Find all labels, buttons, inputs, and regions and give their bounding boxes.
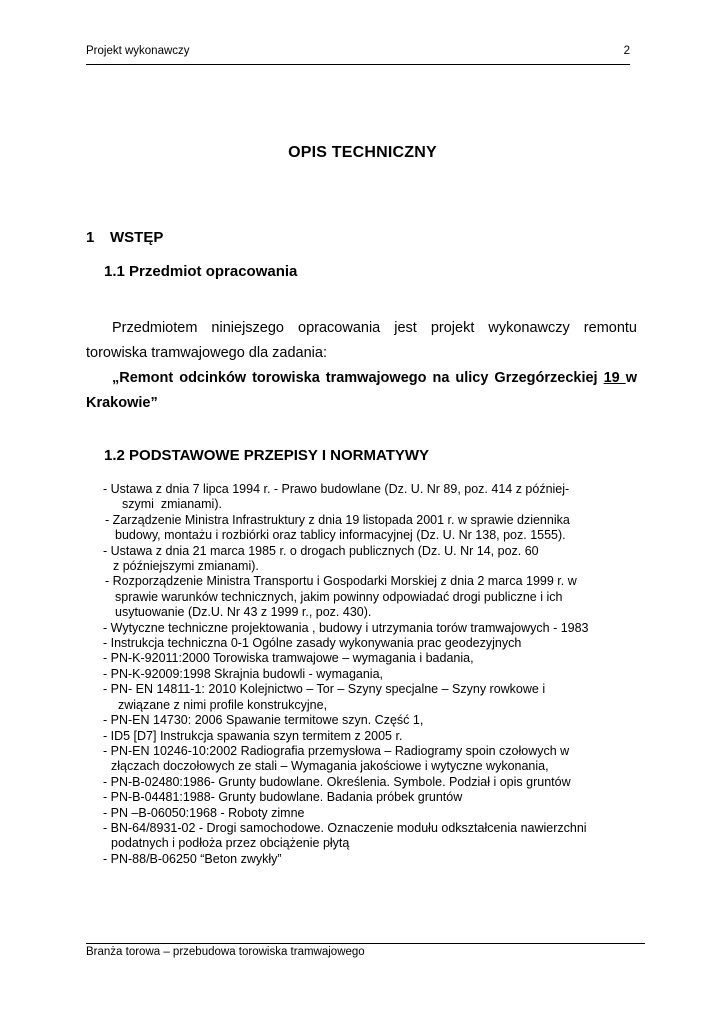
list-item-text: - Rozporządzenie Ministra Transportu i Gospodarki Morskiej z dnia 2 marca 1999 r. w [105, 574, 577, 589]
list-item: - PN-88/B-06250 “Beton zwykły” [103, 851, 282, 866]
intro-line-1: Przedmiotem niniejszego opracowania jest projekt wykonawczy remontu [112, 320, 637, 336]
intro-line-2: torowiska tramwajowego dla zadania: [86, 345, 327, 361]
regulations-list [103, 482, 643, 867]
page-footer: Branża torowa – przebudowa torowiska tramwajowego [86, 946, 365, 958]
footer-divider [86, 943, 645, 944]
project-name-line-2: Krakowie” [86, 395, 158, 411]
list-item-continuation: usytuowanie (Dz.U. Nr 43 z 1999 r., poz. 430). [115, 605, 372, 620]
list-item-text: - PN- EN 14811-1: 2010 Kolejnictwo – Tor – Szyny specjalne – Szyny rowkowe i [103, 682, 546, 697]
list-item: - ID5 [D7] Instrukcja spawania szyn termitem z 2005 r. [103, 728, 403, 743]
list-item [105, 574, 643, 620]
list-item: - PN-B-04481:1988- Grunty budowlane. Badania próbek gruntów [103, 790, 463, 805]
list-item-continuation: z późniejszymi zmianami). [113, 559, 259, 574]
page-header [86, 45, 630, 57]
list-item-text: - BN-64/8931-02 - Drogi samochodowe. Oznaczenie modułu odkształcenia nawierzchni [103, 820, 587, 835]
list-item-text: - Zarządzenie Ministra Infrastruktury z dnia 19 listopada 2001 r. w sprawie dziennika [105, 512, 570, 527]
list-item [105, 513, 643, 544]
list-item-continuation: złączach doczołowych ze stali – Wymagania jakościowe i wytyczne wykonania, [111, 759, 549, 774]
project-name-part-2: w [625, 370, 637, 386]
list-item-text: - PN-EN 10246-10:2002 Radiografia przemysłowa – Radiogramy spoin czołowych w [103, 743, 570, 758]
list-item-text: - Ustawa z dnia 21 marca 1985 r. o drogach publicznych (Dz. U. Nr 14, poz. 60 [103, 543, 539, 558]
list-item: - PN –B-06050:1968 - Roboty zimne [103, 805, 305, 820]
section-1-1-heading: 1.1 Przedmiot opracowania [104, 263, 298, 280]
list-item [103, 682, 643, 713]
list-item [103, 821, 643, 852]
list-item-continuation: sprawie warunków technicznych, jakim powinny odpowiadać drogi publiczne i ich [115, 589, 563, 604]
intro-paragraph [86, 316, 637, 416]
project-name-part-1: „Remont odcinków torowiska tramwajowego na ulicy Grzegórzeckiej [112, 370, 604, 386]
list-item: - PN-K-92009:1998 Skrajnia budowli - wymagania, [103, 666, 384, 681]
list-item: - Wytyczne techniczne projektowania , budowy i utrzymania torów tramwajowych - 1983 [103, 620, 589, 635]
list-item-continuation: budowy, montażu i rozbiórki oraz tablicy informacyjnej (Dz. U. Nr 138, poz. 1555). [115, 528, 566, 543]
list-item-continuation: szymi zmianami). [115, 497, 222, 512]
list-item-continuation: podatnych i podłoża przez obciążenie płytą [111, 836, 350, 851]
list-item: - PN-B-02480:1986- Grunty budowlane. Określenia. Symbole. Podział i opis gruntów [103, 774, 571, 789]
page-number: 2 [623, 45, 630, 57]
list-item: - PN-EN 14730: 2006 Spawanie termitowe szyn. Część 1, [103, 713, 424, 728]
project-name-line-1 [86, 366, 637, 391]
document-title: OPIS TECHNICZNY [288, 144, 437, 161]
list-item-continuation: związane z nimi profile konstrukcyjne, [111, 697, 328, 712]
list-item: - PN-K-92011:2000 Torowiska tramwajowe – wymagania i badania, [103, 651, 474, 666]
section-1-2-heading: 1.2 PODSTAWOWE PRZEPISY I NORMATYWY [104, 447, 430, 464]
list-item [103, 744, 643, 775]
list-item [103, 544, 643, 575]
header-title: Projekt wykonawczy [86, 45, 190, 57]
header-divider [86, 64, 630, 65]
section-1-number: 1 [86, 229, 95, 246]
project-name-number: 19 [603, 370, 626, 386]
list-item-text: - Ustawa z dnia 7 lipca 1994 r. - Prawo budowlane (Dz. U. Nr 89, poz. 414 z później- [103, 482, 570, 496]
section-1-title: WSTĘP [110, 229, 164, 246]
list-item: - Instrukcja techniczna 0-1 Ogólne zasady wykonywania prac geodezyjnych [103, 636, 522, 651]
section-1-heading [86, 229, 163, 246]
list-item [103, 482, 643, 513]
